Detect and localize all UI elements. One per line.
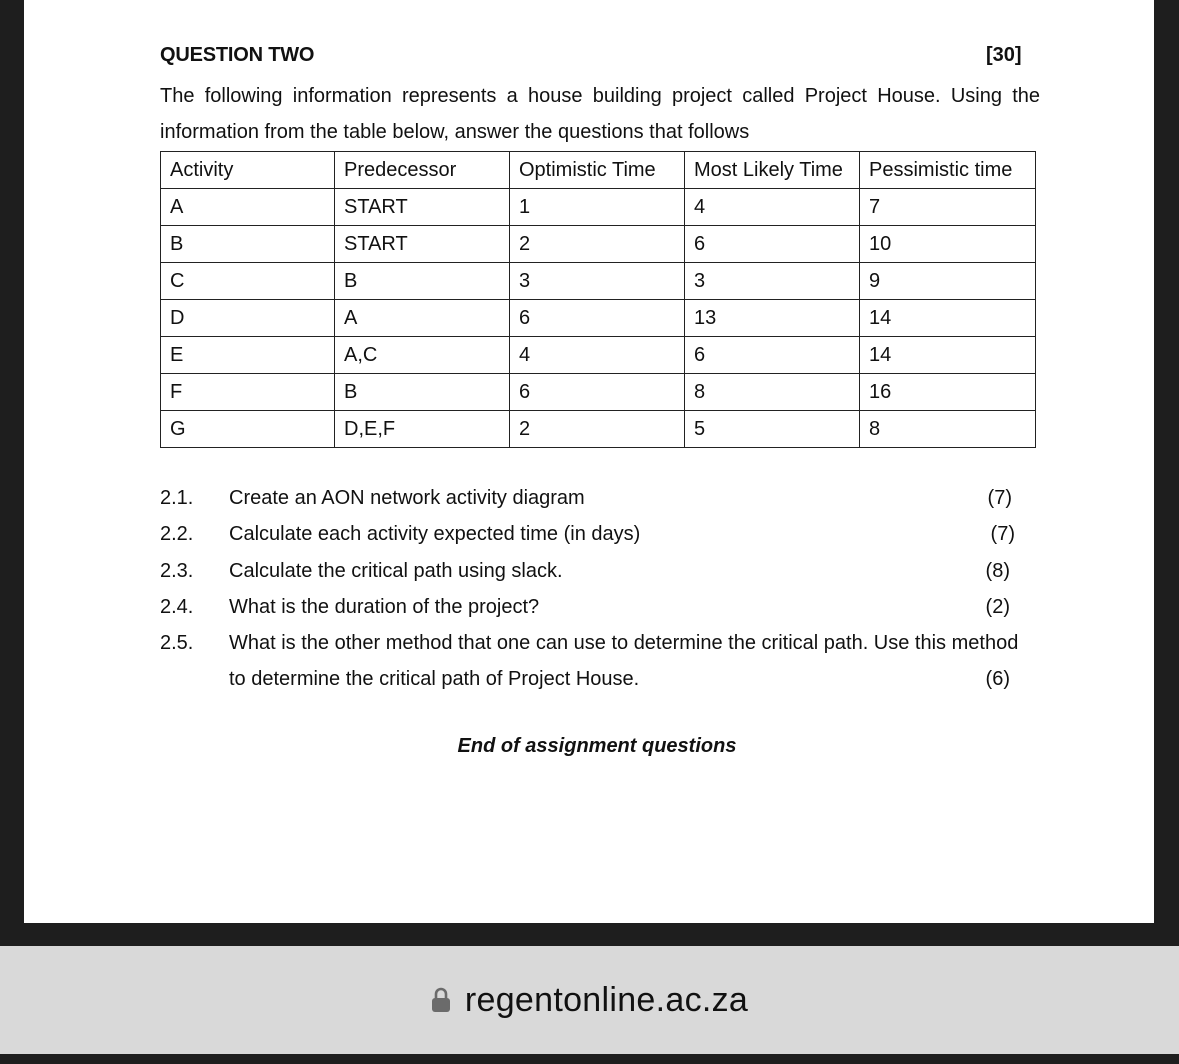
table-cell: C (161, 263, 335, 300)
table-cell: A (335, 300, 510, 337)
question-item-2-1 (160, 480, 1040, 516)
question-item-2-5 (160, 625, 1040, 661)
question-number: 2.4. (160, 596, 194, 618)
table-row (161, 337, 1036, 374)
question-marks: (8) (985, 560, 1010, 582)
question-number: 2.2. (160, 523, 194, 545)
question-text: What is the duration of the project? (229, 596, 540, 618)
question-total-marks: [30] (986, 44, 1022, 66)
table-cell: 3 (510, 263, 685, 300)
table-header-cell: Activity (161, 152, 335, 189)
question-number: 2.5. (160, 632, 194, 654)
table-cell: D (161, 300, 335, 337)
table-cell: START (335, 226, 510, 263)
table-cell: 8 (860, 411, 1036, 448)
table-row (161, 189, 1036, 226)
table-header-row (161, 152, 1036, 189)
question-marks: (7) (990, 523, 1015, 545)
table-header-cell: Most Likely Time (685, 152, 860, 189)
table-cell: 8 (685, 374, 860, 411)
table-cell: B (161, 226, 335, 263)
table-cell: A (161, 189, 335, 226)
table-cell: E (161, 337, 335, 374)
question-item-2-3 (160, 553, 1040, 589)
table-cell: 10 (860, 226, 1036, 263)
document-page (24, 0, 1154, 923)
question-text: Create an AON network activity diagram (229, 487, 585, 509)
table-cell: 9 (860, 263, 1036, 300)
table-header-cell: Optimistic Time (510, 152, 685, 189)
question-text: What is the other method that one can use to determine the critical path. Use this method (229, 632, 1019, 654)
table-cell: D,E,F (335, 411, 510, 448)
table-row (161, 263, 1036, 300)
question-number: 2.1. (160, 487, 194, 509)
question-number: 2.3. (160, 560, 194, 582)
table-header-cell: Predecessor (335, 152, 510, 189)
question-item-2-2 (160, 516, 1040, 552)
table-cell: F (161, 374, 335, 411)
table-cell: 2 (510, 226, 685, 263)
table-cell: 2 (510, 411, 685, 448)
question-intro: The following information represents a house building project called Project House. Using the information from the table below, answer the questions that follows (160, 85, 1040, 143)
table-row (161, 300, 1036, 337)
table-cell: 4 (510, 337, 685, 374)
table-cell: 14 (860, 300, 1036, 337)
table-cell: START (335, 189, 510, 226)
table-cell: 6 (510, 300, 685, 337)
table-cell: 6 (510, 374, 685, 411)
question-item-2-4 (160, 589, 1040, 625)
table-row (161, 374, 1036, 411)
table-cell: B (335, 263, 510, 300)
browser-url-bar[interactable] (0, 946, 1179, 1054)
end-note: End of assignment questions (457, 735, 737, 757)
table-cell: A,C (335, 337, 510, 374)
table-cell: 3 (685, 263, 860, 300)
table-cell: 6 (685, 337, 860, 374)
question-marks: (2) (985, 596, 1010, 618)
table-cell: 16 (860, 374, 1036, 411)
table-row (161, 226, 1036, 263)
table-cell: 7 (860, 189, 1036, 226)
question-item-2-5-cont (160, 661, 1040, 697)
question-marks: (7) (987, 487, 1012, 509)
lock-icon (431, 987, 451, 1013)
table-row (161, 411, 1036, 448)
table-cell: 6 (685, 226, 860, 263)
question-title: QUESTION TWO (160, 44, 315, 66)
activity-table (160, 151, 1036, 448)
question-text-continued: to determine the critical path of Project House. (229, 668, 640, 690)
table-cell: 14 (860, 337, 1036, 374)
question-text: Calculate the critical path using slack. (229, 560, 563, 582)
url-text[interactable]: regentonline.ac.za (464, 980, 749, 1019)
question-marks: (6) (985, 668, 1010, 690)
table-cell: 5 (685, 411, 860, 448)
table-cell: G (161, 411, 335, 448)
table-cell: 4 (685, 189, 860, 226)
table-cell: B (335, 374, 510, 411)
table-header-cell: Pessimistic time (860, 152, 1036, 189)
table-cell: 1 (510, 189, 685, 226)
question-text: Calculate each activity expected time (in days) (229, 523, 641, 545)
table-cell: 13 (685, 300, 860, 337)
